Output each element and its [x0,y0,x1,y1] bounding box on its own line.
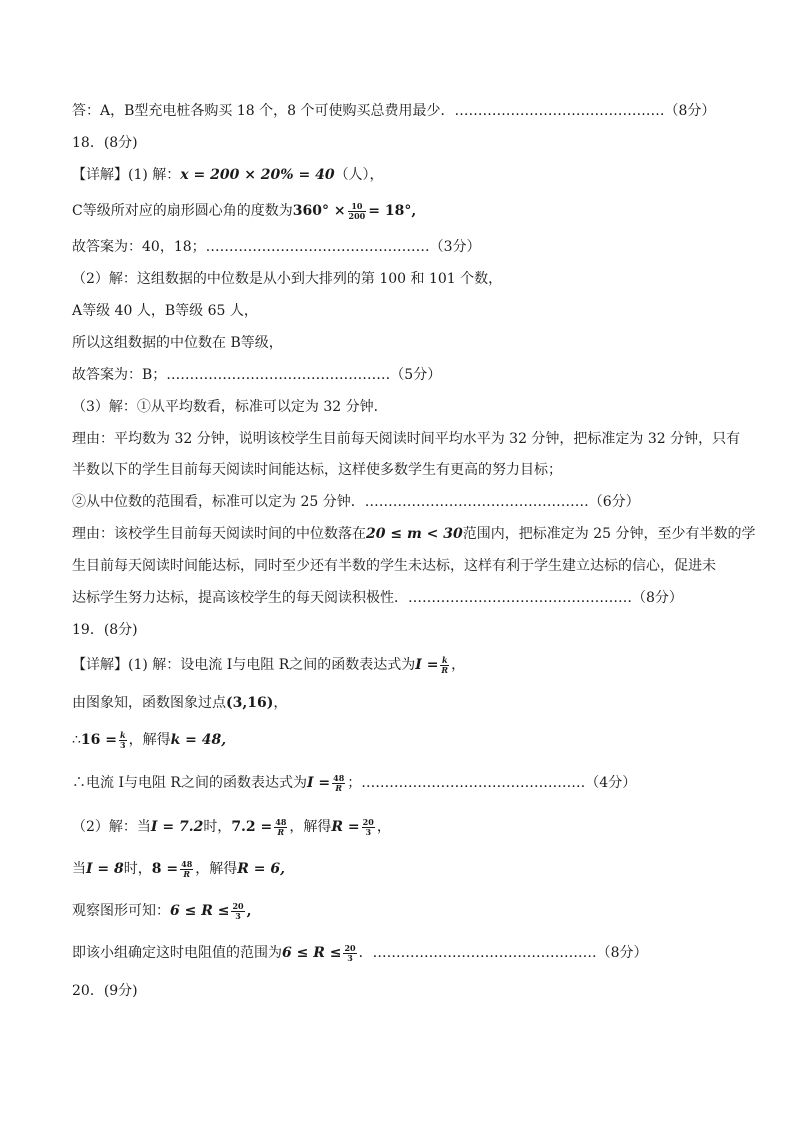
q18-part2-step2: A等级 40 人，B等级 65 人， [72,303,258,319]
q18-part3-point1: （3）解：①从平均数看，标准可以定为 32 分钟． [72,399,388,415]
fraction: $\frac{20}{3}$ [362,816,374,837]
q19-part2-step2: 当I = 8时，8 = $\frac{48}{R}$ ，解得R = 6, [72,858,286,879]
question-18-heading: 18．(8分) [72,135,138,151]
q18-part2-step1: （2）解：这组数据的中位数是从小到大排列的第 100 和 101 个数， [72,271,503,287]
fraction: $\frac{10}{200}$ [348,200,366,221]
q18-part3-point2: ②从中位数的范围看，标准可以定为 25 分钟．…………………………………………（6分） [72,494,640,510]
q19-part1-step3: ∴16 = $\frac{k}{3}$ ，解得k = 48, [72,729,227,750]
fraction: $\frac{48}{R}$ [275,816,287,837]
q18-part1-step2: C等级所对应的扇形圆心角的度数为360° × $\frac{10}{200}$ = 18°, [72,200,417,221]
q18-part1-step1: 【详解】(1) 解：x = 200 × 20% = 40（人）， [72,167,384,183]
q18-part3-reason2a: 理由：该校学生目前每天阅读时间的中位数落在20 ≤ m < 30范围内，把标准定为 25 分钟，至少有半数的学 [72,526,756,542]
q19-part1-answer: ∴电流 I与电阻 R之间的函数表达式为I = $\frac{48}{R}$ ；…………………………………………（4分） [72,772,637,793]
q19-part2-answer: 即该小组确定这时电阻值的范围为6 ≤ R ≤ $\frac{20}{3}$ ．…………………………………………（8分） [72,942,648,963]
q18-part3-reason2b: 生目前每天阅读时间能达标，同时至少还有半数的学生未达标，这样有利于学生建立达标的信心，促进未 [72,558,716,574]
q18-part2-answer: 故答案为：B；…………………………………………（5分） [72,367,442,383]
fraction: $\frac{k}{3}$ [120,729,126,750]
q19-part2-step1: （2）解：当I = 7.2时，7.2 = $\frac{48}{R}$ ，解得R = $\frac{20}{3}$ ， [72,816,391,837]
q18-part3-reason2c: 达标学生努力达标，提高该校学生的每天阅读积极性．…………………………………………（8分） [72,590,683,606]
question-20-heading: 20．(9分) [72,983,138,999]
question-19-heading: 19．(8分) [72,622,138,638]
q19-part1-step2: 由图象知，函数图象过点(3,16)， [72,695,288,711]
fraction: $\frac{20}{3}$ [344,942,356,963]
fraction: $\frac{k}{R}$ [441,654,449,675]
q19-part2-step3: 观察图形可知：6 ≤ R ≤ $\frac{20}{3}$ , [72,900,252,921]
fraction: $\frac{20}{3}$ [232,900,244,921]
q18-part3-reason1a: 理由：平均数为 32 分钟，说明该校学生目前每天阅读时间平均水平为 32 分钟，把标准定为 32 分钟，只有 [72,431,741,447]
q18-part2-step3: 所以这组数据的中位数在 B等级， [72,335,283,351]
q19-part1-step1: 【详解】(1) 解：设电流 I与电阻 R之间的函数表达式为I = $\frac{k}{R}$ ， [72,654,466,675]
q18-part3-reason1b: 半数以下的学生目前每天阅读时间能达标，这样使多数学生有更高的努力目标； [72,462,562,478]
fraction: $\frac{48}{R}$ [333,772,345,793]
answer-17-conclusion: 答：A，B型充电桩各购买 18 个，8 个可使购买总费用最少．………………………………………（8分） [72,103,716,119]
q18-part1-answer: 故答案为：40，18；…………………………………………（3分） [72,239,481,255]
fraction: $\frac{48}{R}$ [181,858,193,879]
